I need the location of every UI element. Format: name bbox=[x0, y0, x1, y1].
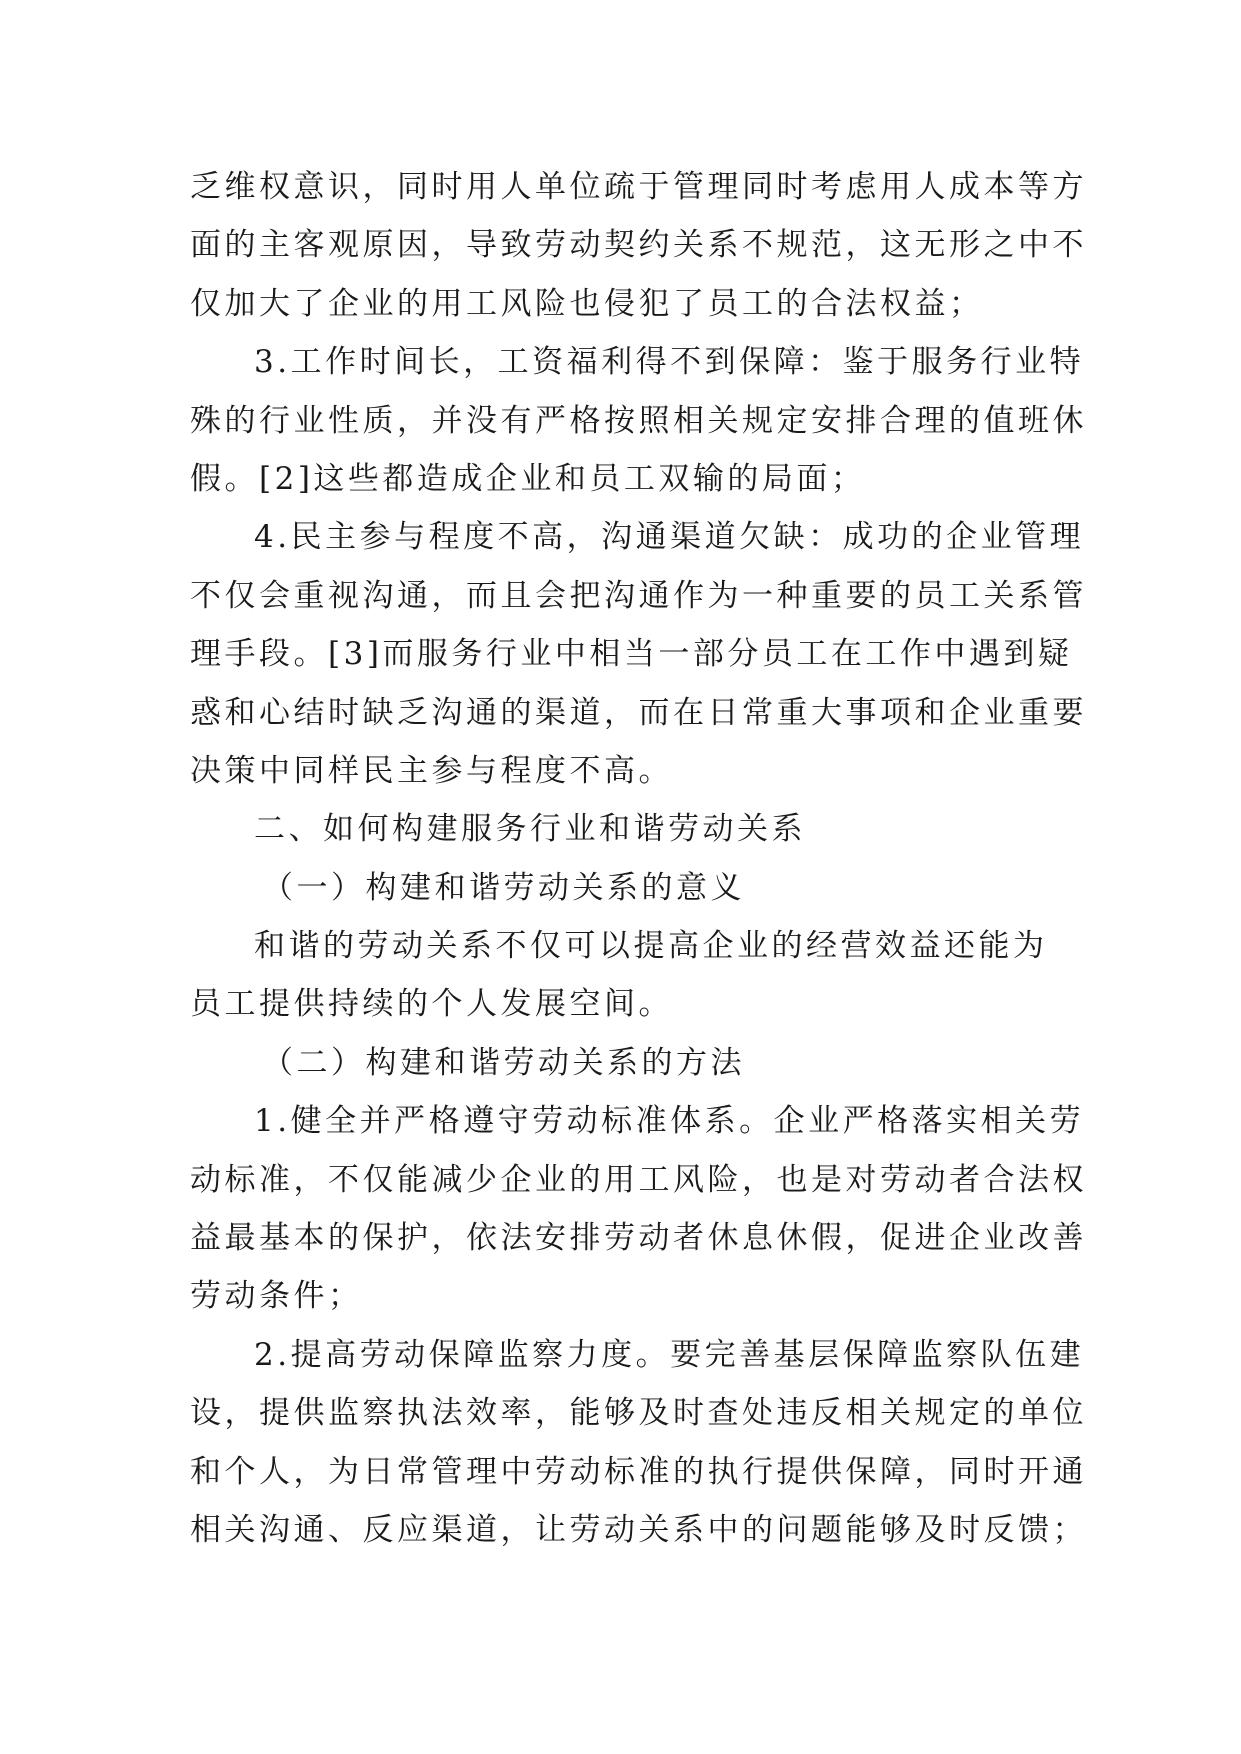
text-line: 殊的行业性质，并没有严格按照相关规定安排合理的值班休 bbox=[190, 402, 1087, 439]
text-line: 惑和心结时缺乏沟通的渠道，而在日常重大事项和企业重要 bbox=[190, 694, 1087, 731]
text-line: 员工提供持续的个人发展空间。 bbox=[190, 986, 673, 1023]
text-line: 1.健全并严格遵守劳动标准体系。企业严格落实相关劳 bbox=[254, 1103, 1085, 1140]
text-line: 乏维权意识，同时用人单位疏于管理同时考虑用人成本等方 bbox=[190, 169, 1087, 205]
text-line: 理手段。[3]而服务行业中相当一部分员工在工作中遇到疑 bbox=[190, 636, 1073, 673]
text-line: 相关沟通、反应渠道，让劳动关系中的问题能够及时反馈； bbox=[190, 1511, 1087, 1548]
text-line: 益最基本的保护，依法安排劳动者休息休假，促进企业改善 bbox=[190, 1220, 1087, 1257]
text-line: 4.民主参与程度不高，沟通渠道欠缺：成功的企业管理 bbox=[254, 519, 1085, 556]
subsection-heading: （二）构建和谐劳动关系的方法 bbox=[262, 1044, 745, 1081]
text-line: 和个人，为日常管理中劳动标准的执行提供保障，同时开通 bbox=[190, 1453, 1087, 1490]
text-line: 劳动条件； bbox=[190, 1278, 363, 1315]
subsection-heading: （一）构建和谐劳动关系的意义 bbox=[262, 869, 745, 906]
text-line: 决策中同样民主参与程度不高。 bbox=[190, 752, 673, 789]
text-line: 和谐的劳动关系不仅可以提高企业的经营效益还能为 bbox=[254, 928, 1048, 965]
text-line: 动标准，不仅能减少企业的用工风险，也是对劳动者合法权 bbox=[190, 1161, 1087, 1198]
text-line: 假。[2]这些都造成企业和员工双输的局面； bbox=[190, 460, 866, 497]
text-line: 不仅会重视沟通，而且会把沟通作为一种重要的员工关系管 bbox=[190, 577, 1087, 614]
text-line: 仅加大了企业的用工风险也侵犯了员工的合法权益； bbox=[190, 285, 984, 322]
text-line: 3.工作时间长，工资福利得不到保障：鉴于服务行业特 bbox=[254, 344, 1085, 381]
text-line: 面的主客观原因，导致劳动契约关系不规范，这无形之中不 bbox=[190, 227, 1087, 264]
body-text bbox=[190, 158, 1087, 1559]
text-line: 设，提供监察执法效率，能够及时查处违反相关规定的单位 bbox=[190, 1395, 1087, 1432]
section-heading: 二、如何构建服务行业和谐劳动关系 bbox=[254, 811, 806, 848]
text-line: 2.提高劳动保障监察力度。要完善基层保障监察队伍建 bbox=[254, 1336, 1085, 1373]
